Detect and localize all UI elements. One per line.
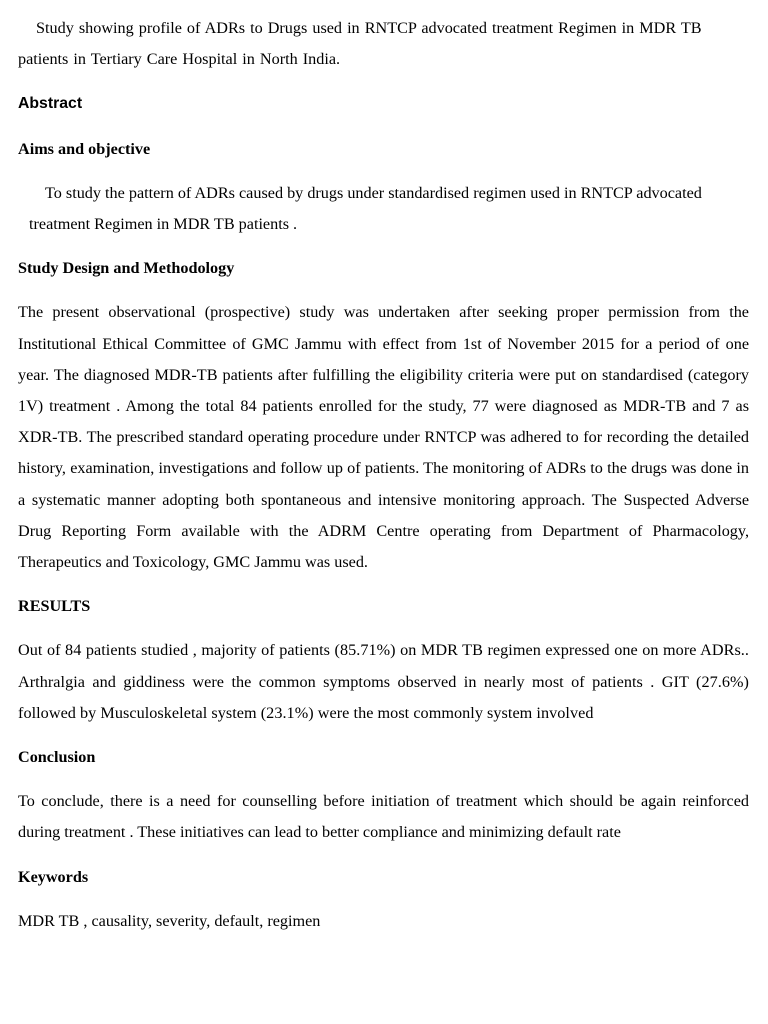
results-text: Out of 84 patients studied , majority of patients (85.71%) on MDR TB regimen expressed one on more ADRs.. Arthralgia and giddiness were the common symptoms observed in nearly most of patients . GIT (27.6%) followed by Musculoskeletal system (23.1%) were the most commonly system involved [18, 641, 749, 722]
aims-text: To study the pattern of ADRs caused by drugs under standardised regimen used in RNTCP advocated treatment Regimen in MDR TB patients . [29, 183, 702, 234]
methodology-heading: Study Design and Methodology [18, 259, 235, 278]
conclusion-text: To conclude, there is a need for counselling before initiation of treatment which should be again reinforced during treatment . These initiatives can lead to better compliance and minimizing default rate [18, 792, 749, 842]
abstract-heading: Abstract [18, 95, 83, 113]
keywords-text: MDR TB , causality, severity, default, regimen [18, 911, 321, 930]
results-heading: RESULTS [18, 597, 91, 616]
paper-title: Study showing profile of ADRs to Drugs used in RNTCP advocated treatment Regimen in MDR TB patients in Tertiary Care Hospital in North India. [18, 19, 702, 69]
methodology-text: The present observational (prospective) study was undertaken after seeking proper permission from the Institutional Ethical Committee of GMC Jammu with effect from 1st of November 2015 for a period of one year. The diagnosed MDR-TB patients after fulfilling the eligibility criteria were put on standardised (category 1V) treatment . Among the total 84 patients enrolled for the study, 77 were diagnosed as MDR-TB and 7 as XDR-TB. The prescribed standard operating procedure under RNTCP was adhered to for recording the detailed history, examination, investigations and follow up of patients. The monitoring of ADRs to the drugs was done in a systematic manner adopting both spontaneous and intensive monitoring approach. The Suspected Adverse Drug Reporting Form available with the ADRM Centre operating from Department of Pharmacology, Therapeutics and Toxicology, GMC Jammu was used. [18, 303, 749, 572]
keywords-heading: Keywords [18, 867, 89, 886]
conclusion-heading: Conclusion [18, 748, 96, 767]
aims-heading: Aims and objective [18, 139, 151, 158]
